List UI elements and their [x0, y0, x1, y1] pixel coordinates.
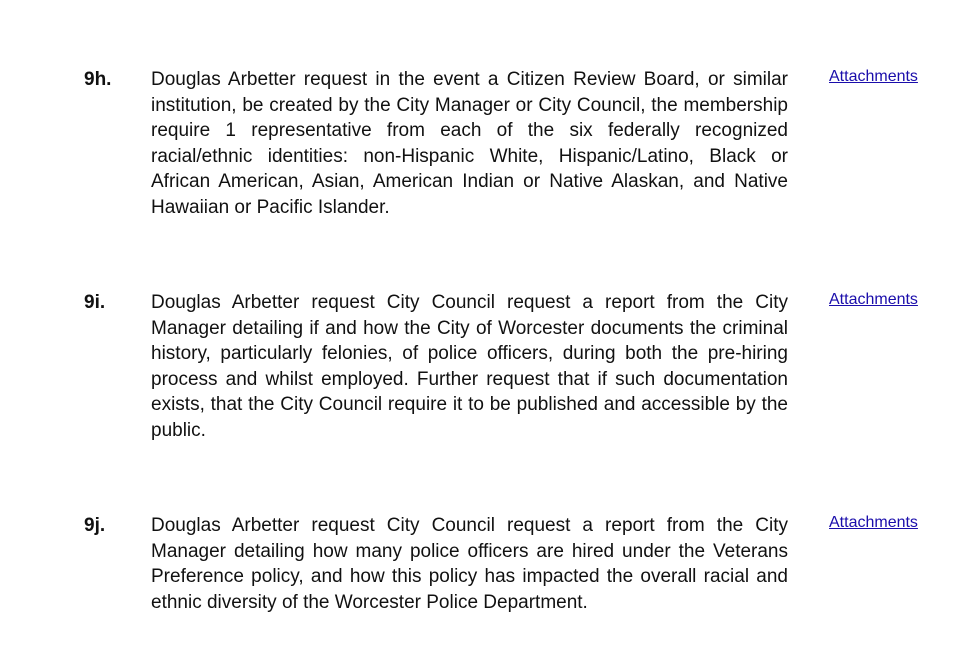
attachments-link[interactable]: Attachments [829, 68, 918, 85]
item-description: Douglas Arbetter request in the event a Citizen Review Board, or similar institution, be created by the City Manager or City Council, the membership require 1 representative from each of the six federally recognized racial/ethnic identities: non-Hispanic White, Hispanic/Latino, Black or African American, Asian, American Indian or Native Alaskan, and Native Hawaiian or Pacific Islander. [151, 69, 788, 218]
item-number: 9h. [84, 69, 112, 90]
item-number: 9j. [84, 515, 106, 536]
attachments-link[interactable]: Attachments [829, 291, 918, 308]
item-number: 9i. [84, 292, 106, 313]
item-description: Douglas Arbetter request City Council request a report from the City Manager detailing how many police officers are hired under the Veterans Preference policy, and how this policy has impacted the overall racial and ethnic diversity of the Worcester Police Department. [151, 515, 788, 613]
item-description: Douglas Arbetter request City Council request a report from the City Manager detailing if and how the City of Worcester documents the criminal history, particularly felonies, of police officers, during both the pre-hiring process and whilst employed. Further request that if such documentation exists, that the City Council require it to be published and accessible by the public. [151, 292, 788, 441]
attachments-link[interactable]: Attachments [829, 514, 918, 531]
